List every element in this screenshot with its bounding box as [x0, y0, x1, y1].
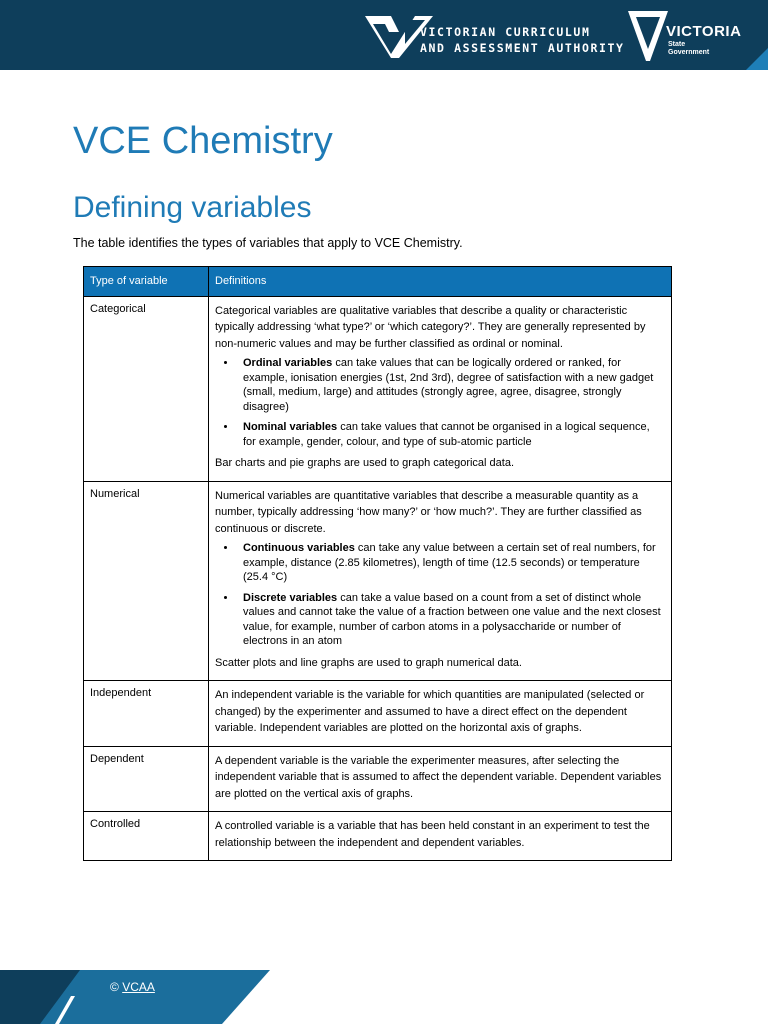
list-item — [237, 591, 665, 649]
org-name-line2: AND ASSESSMENT AUTHORITY — [420, 41, 625, 55]
table-header-row — [84, 267, 672, 297]
definition-cell — [209, 812, 672, 861]
victoria-sub-line1: State — [668, 41, 686, 48]
definition-cell — [209, 296, 672, 481]
definition-cell — [209, 681, 672, 747]
table-row — [84, 481, 672, 681]
bullet-text: can take values that can be logically ordered or ranked, for example, ionisation energies (1st, 2nd 3rd), degree of satisfaction with a new gadget (small, medium, large) and attitudes (strongly agree, agree, disagree, strongly disagree) — [243, 357, 654, 413]
table-row — [84, 746, 672, 812]
page-title: VCE Chemistry — [73, 120, 333, 162]
section-heading: Defining variables — [73, 191, 312, 224]
list-item — [237, 420, 665, 449]
org-name — [420, 24, 625, 56]
table-row — [84, 296, 672, 481]
bullet-term: Nominal variables — [243, 421, 338, 433]
column-header-type: Type of variable — [84, 267, 209, 297]
footer-band-accent — [40, 970, 270, 1024]
bullet-list — [215, 541, 665, 649]
footer-copyright — [110, 980, 155, 994]
definition-paragraph: Categorical variables are qualitative variables that describe a quality or characteristic typically addressing ‘what type?’ or ‘which category?’. They are generally represented by non-numeric values and may be further classified as ordinal or nominal. — [215, 304, 646, 350]
victoria-sub-line2: Government — [668, 49, 710, 56]
bullet-term: Continuous variables — [243, 542, 355, 554]
definition-paragraph: An independent variable is the variable for which quantities are manipulated (selected or changed) by the experimenter and assumed to have a direct effect on the dependent variable. Independent variables are plotted on the horizontal axis of graphs. — [215, 689, 645, 734]
victoria-subtitle — [668, 41, 709, 57]
definition-note: Bar charts and pie graphs are used to graph categorical data. — [215, 457, 515, 469]
variables-table — [83, 266, 672, 861]
victoria-wordmark: VICTORIA — [666, 23, 742, 40]
definition-note: Scatter plots and line graphs are used to graph numerical data. — [215, 656, 522, 669]
bullet-text: can take any value between a certain set of real numbers, for example, distance (2.85 kilometres), length of time (12.5 seconds) or temperature (25.4 °C) — [243, 542, 656, 583]
definition-paragraph: A dependent variable is the variable the experimenter measures, after selecting the independent variable that is assumed to affect the dependent variable. Dependent variables are plotted on the vertical axis of graphs. — [215, 754, 662, 800]
victoria-logo-icon — [628, 11, 668, 61]
header-corner-accent — [746, 48, 768, 70]
bullet-text: can take a value based on a count from a set of distinct whole values and cannot take the value of a fraction between one value and the next closest value, for example, number of carbon atoms in a polysaccharide or number of electrons in an atom — [243, 591, 661, 647]
column-header-definitions: Definitions — [209, 267, 672, 297]
definition-cell — [209, 481, 672, 681]
table-row — [84, 681, 672, 747]
intro-text: The table identifies the types of variables that apply to VCE Chemistry. — [73, 236, 463, 250]
definition-cell — [209, 746, 672, 812]
bullet-term: Ordinal variables — [243, 357, 333, 369]
variable-type-cell: Categorical — [84, 296, 209, 481]
org-name-line1: VICTORIAN CURRICULUM — [420, 25, 591, 39]
bullet-term: Discrete variables — [243, 591, 338, 604]
bullet-text: can take values that cannot be organised in a logical sequence, for example, gender, colour, and type of sub-atomic particle — [243, 421, 650, 448]
variable-type-cell: Numerical — [84, 481, 209, 681]
definition-paragraph: A controlled variable is a variable that has been held constant in an experiment to test the relationship between the independent and dependent variables. — [215, 820, 650, 849]
vcaa-link[interactable]: VCAA — [122, 980, 155, 994]
variable-type-cell: Independent — [84, 681, 209, 747]
variable-type-cell: Dependent — [84, 746, 209, 812]
variable-type-cell: Controlled — [84, 812, 209, 861]
table-row — [84, 812, 672, 861]
bullet-list — [215, 356, 665, 449]
copyright-symbol: © — [110, 980, 119, 994]
page-header — [0, 0, 768, 70]
list-item — [237, 356, 665, 414]
list-item — [237, 541, 665, 585]
definition-paragraph: Numerical variables are quantitative variables that describe a measurable quantity as a number, typically addressing ‘how many?’ or ‘how much?’. They are further classified as continuous or discrete. — [215, 489, 642, 535]
